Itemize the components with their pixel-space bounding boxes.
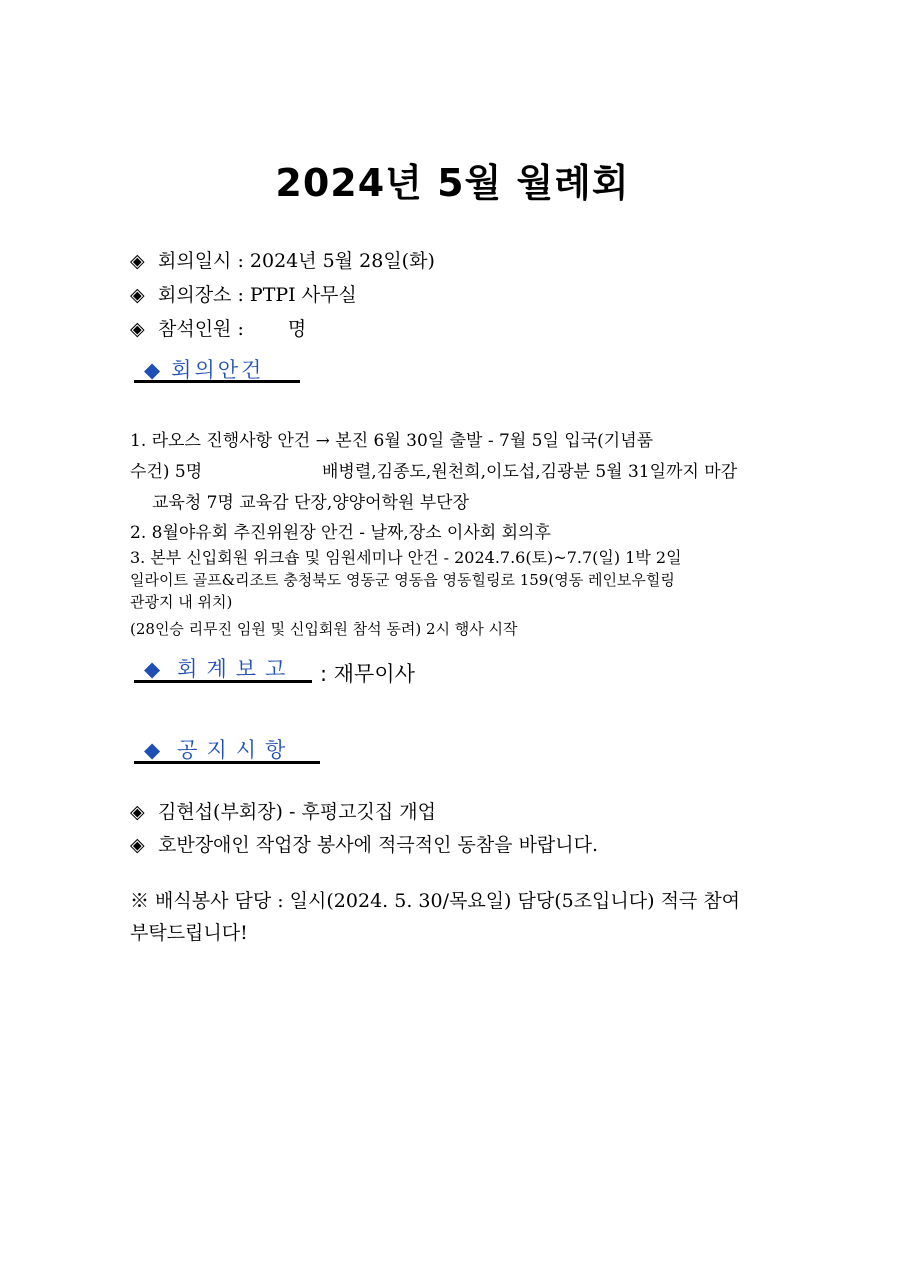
agenda-item: 교육청 7명 교육감 단장,양양어학원 부단장: [152, 493, 470, 513]
diamond-bullet-icon: ◈: [130, 318, 145, 340]
accounting-underline: [134, 680, 312, 683]
accounting-reporter: : 재무이사: [320, 662, 415, 686]
attendance-row: [130, 314, 306, 341]
separator: :: [237, 284, 244, 306]
agenda-item: 3. 본부 신입회원 위크숍 및 임원세미나 안건 - 2024.7.6(토)~7.7(일) 1박 2일: [130, 548, 682, 567]
notice-underline: [134, 761, 320, 764]
meeting-date-value: 2024년 5월 28일(화): [249, 250, 435, 272]
notice-item-text: 호반장애인 작업장 봉사에 적극적인 동참을 바랍니다.: [158, 834, 599, 856]
meeting-date-row: [130, 246, 435, 273]
page-title: 2024년 5월 월례회: [275, 161, 630, 205]
notice-heading: [144, 734, 294, 764]
accounting-heading-label: 회계보고: [177, 657, 295, 681]
notice-item-text: 김현섭(부회장) - 후평고깃집 개업: [158, 801, 436, 823]
separator: :: [237, 250, 244, 272]
notice-heading-label: 공지시항: [177, 738, 295, 762]
attendance-label: 참석인원: [158, 318, 232, 340]
agenda-item: 배병렬,김종도,원천희,이도섭,김광분 5월 31일까지 마감: [322, 462, 738, 482]
diamond-bullet-icon: ◈: [130, 250, 145, 272]
diamond-bullet-icon: ◈: [130, 834, 145, 856]
agenda-item: 1. 라오스 진행사항 안건 → 본진 6월 30일 출발 - 7월 5일 입국(기념품: [130, 431, 654, 451]
diamond-bullet-icon: ◈: [130, 801, 145, 823]
notice-item: [130, 797, 436, 824]
notice-item: [130, 830, 598, 857]
blue-diamond-icon: ◆: [144, 657, 170, 681]
meeting-place-row: [130, 280, 357, 307]
agenda-item: 수건) 5명: [130, 462, 203, 482]
meeting-date-label: 회의일시: [158, 250, 232, 272]
diamond-bullet-icon: ◈: [130, 284, 145, 306]
agenda-item: (28인승 리무진 임원 및 신입회원 참석 동려) 2시 행사 시작: [130, 620, 518, 638]
agenda-heading-label: 회의안건: [171, 358, 265, 382]
separator: :: [237, 318, 244, 340]
blue-diamond-icon: ◆: [144, 358, 164, 382]
serving-duty-remark-cont: 부탁드립니다!: [130, 922, 248, 944]
agenda-item: 관광지 내 위치): [130, 593, 233, 611]
serving-duty-remark: ※ 배식봉사 담당 : 일시(2024. 5. 30/목요일) 담당(5조입니다) 적극 참여: [130, 890, 741, 912]
meeting-place-label: 회의장소: [158, 284, 232, 306]
attendance-value: 명: [287, 318, 307, 340]
meeting-place-value: PTPI 사무실: [249, 284, 357, 306]
agenda-item: 2. 8월야유회 추진위원장 안건 - 날짜,장소 이사회 회의후: [130, 523, 551, 543]
blue-diamond-icon: ◆: [144, 738, 170, 762]
agenda-item: 일라이트 골프&리조트 충청북도 영동군 영동읍 영동힐링로 159(영동 레인보우힐링: [130, 571, 675, 589]
agenda-underline: [134, 380, 300, 383]
accounting-heading: [144, 653, 294, 683]
